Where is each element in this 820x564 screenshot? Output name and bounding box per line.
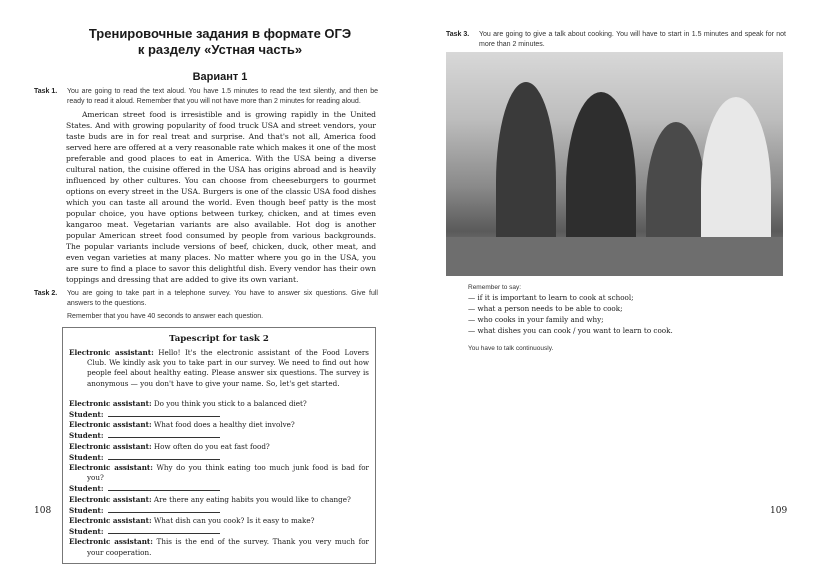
tapescript-question [69, 420, 369, 430]
intro-text: Hello! It's the electronic assistant of the Food Lovers Club. We kindly ask you to take part in our survey. We need to find out how people feel about healthy eating. Please answer six questions. The survey is anonymous — you don't have to give your name. So, let's get started. [87, 348, 369, 388]
speaker-label: Electronic assistant: [69, 516, 152, 526]
talk-point: — who cooks in your family and why; [468, 315, 604, 324]
speaker-label: Electronic assistant: [69, 537, 153, 547]
student-answer-line [69, 430, 369, 441]
student-answer-line [69, 483, 369, 494]
answer-blank [108, 430, 220, 438]
page-number-right: 109 [770, 506, 788, 516]
task1-label: Task 1. [34, 88, 58, 95]
question-text: Are there any eating habits you would like to change? [153, 494, 351, 504]
answer-blank [108, 452, 220, 460]
tapescript-box [62, 327, 376, 564]
speaker-label: Electronic assistant: [69, 420, 152, 430]
student-answer-line [69, 505, 369, 516]
talk-points [468, 292, 788, 336]
tapescript-question [69, 399, 369, 409]
page-number-left: 108 [34, 506, 52, 516]
student-label: Student: [69, 484, 104, 494]
talk-point: — if it is important to learn to cook at school; [468, 293, 634, 302]
question-text: What food does a healthy diet involve? [153, 420, 295, 430]
student-label: Student: [69, 452, 104, 462]
task2-label: Task 2. [34, 290, 58, 297]
tapescript-closing [69, 537, 369, 557]
answer-blank [108, 526, 220, 534]
question-text: How often do you eat fast food? [153, 441, 270, 451]
speaker-label: Electronic assistant: [69, 441, 152, 451]
task2-instruction [34, 289, 378, 322]
task2-remember: Remember that you have 40 seconds to answer each question. [67, 313, 264, 320]
talk-point: — what a person needs to be able to cook; [468, 304, 623, 313]
cooking-class-photo [446, 52, 783, 276]
question-text: What dish can you cook? Is it easy to make? [153, 516, 315, 526]
page-title [40, 26, 400, 58]
task1-instruction [34, 87, 378, 107]
student-label: Student: [69, 505, 104, 515]
task3-label: Task 3. [446, 31, 470, 38]
answer-blank [108, 409, 220, 417]
student-answer-line [69, 526, 369, 537]
tapescript-question [69, 463, 369, 483]
task3-instruction-text: You are going to give a talk about cooking. You will have to start in 1.5 minutes and speak for not more than 2 minutes. [479, 31, 786, 48]
task3-instruction [446, 30, 786, 50]
tapescript-intro [69, 348, 369, 389]
student-label: Student: [69, 410, 104, 420]
tapescript-question [69, 516, 369, 526]
student-answer-line [69, 409, 369, 420]
talk-note: You have to talk continuously. [468, 345, 554, 352]
speaker-label: Electronic assistant: [69, 348, 154, 357]
talk-point: — what dishes you can cook / you want to learn to cook. [468, 326, 673, 335]
tapescript-title: Tapescript for task 2 [169, 334, 269, 344]
variant-heading: Вариант 1 [192, 71, 248, 83]
tapescript-question [69, 442, 369, 452]
closing-text: This is the end of the survey. Thank you very much for your cooperation. [87, 537, 369, 557]
task1-instruction-text: You are going to read the text aloud. You have 1.5 minutes to read the text silently, and then be ready to read it aloud. Remember that you will not have more than 2 minutes for reading aloud. [67, 88, 378, 105]
tapescript-question [69, 495, 369, 505]
speaker-label: Electronic assistant: [69, 463, 153, 473]
title-line-2: к разделу «Устная часть» [137, 42, 303, 57]
task1-reading-text: American street food is irresistible and is growing rapidly in the United States. And with growing popularity of food truck USA and street vendors, your taste buds are in for real treat and surprise. And that's not all, America food served here are offered at a very reasonable rate which makes it one of the most preferable and good places to eat in America. With the USA being a diverse cultural nation, the cuisine offered in the USA has origins abroad and is heavily influenced by other cultures. You can choose from cheeseburgers to gourmet options on every street in the USA. Burgers is one of the classic USA food dishes which you can taste all around the world. Even though beef patty is the most popular choice, you have options between turkey, chicken, and at times even kangaroo meat. Vegetarian variants are also available. Hot dog is another popular American street food consumed by people from various backgrounds. The popular variants include versions of beef, chicken, duck, other meat, and even vegan varieties at many places. No matter where you go in the USA, you are sure to find a place to savor this delightful dish. Every vendor has their own toppings and dressing that are added to give its own variant. [66, 110, 376, 284]
student-answer-line [69, 452, 369, 463]
question-text: Why do you think eating too much junk food is bad for you? [87, 463, 369, 483]
title-line-1: Тренировочные задания в формате ОГЭ [88, 26, 352, 41]
left-page-content [34, 87, 378, 564]
task2-instruction-text: You are going to take part in a telephone survey. You have to answer six questions. Give full answers to the questions. [67, 290, 378, 307]
speaker-label: Electronic assistant: [69, 494, 152, 504]
speaker-label: Electronic assistant: [69, 398, 152, 408]
question-text: Do you think you stick to a balanced diet? [153, 398, 307, 408]
remember-to-say: Remember to say: [468, 284, 522, 291]
student-label: Student: [69, 431, 104, 441]
student-label: Student: [69, 527, 104, 537]
answer-blank [108, 505, 220, 513]
answer-blank [108, 483, 220, 491]
right-page-notes [468, 283, 788, 353]
